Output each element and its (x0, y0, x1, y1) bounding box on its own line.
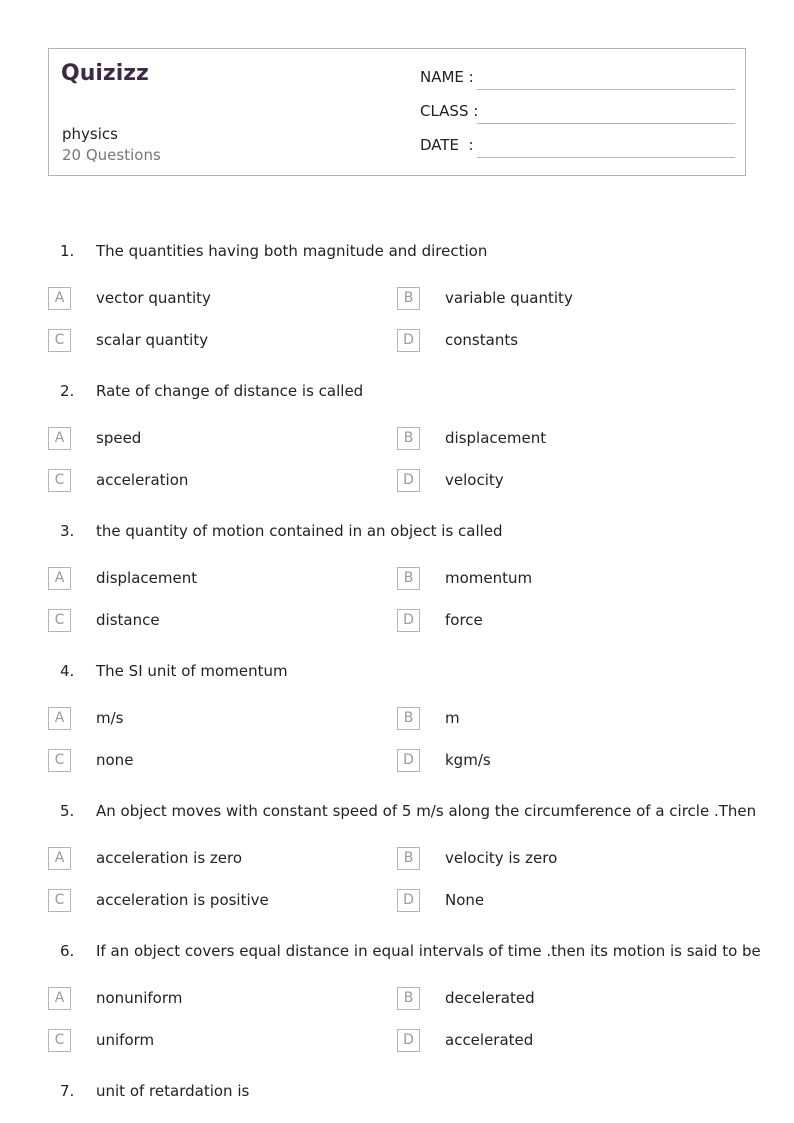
option-letter-box[interactable]: B (397, 707, 420, 730)
option-letter-box[interactable]: D (397, 469, 420, 492)
option-letter-box[interactable]: B (397, 987, 420, 1010)
option-text: displacement (445, 429, 547, 447)
option-letter-box[interactable]: D (397, 609, 420, 632)
date-field[interactable] (420, 136, 735, 158)
option-text: vector quantity (96, 289, 211, 307)
option-text: force (445, 611, 483, 629)
option-letter-box[interactable]: C (48, 1029, 71, 1052)
option-text: none (96, 751, 134, 769)
option-letter-box[interactable]: B (397, 847, 420, 870)
option-letter-box[interactable]: B (397, 427, 420, 450)
svg-text:Quizizz: Quizizz (61, 61, 149, 86)
question-number: 7. (60, 1082, 75, 1100)
class-field[interactable] (420, 102, 735, 124)
option-letter-box[interactable]: D (397, 329, 420, 352)
class-line (477, 123, 735, 124)
question-count: 20 Questions (62, 146, 161, 164)
question-number: 6. (60, 942, 75, 960)
option-letter-box[interactable]: C (48, 609, 71, 632)
option-text: distance (96, 611, 160, 629)
question-number: 2. (60, 382, 75, 400)
option-text: nonuniform (96, 989, 183, 1007)
option-letter-box[interactable]: D (397, 749, 420, 772)
option-text: decelerated (445, 989, 535, 1007)
date-line (477, 157, 735, 158)
option-text: m (445, 709, 460, 727)
option-letter-box[interactable]: C (48, 889, 71, 912)
question-number: 3. (60, 522, 75, 540)
option-text: uniform (96, 1031, 155, 1049)
option-letter-box[interactable]: A (48, 287, 71, 310)
question-number: 1. (60, 242, 75, 260)
question-number: 5. (60, 802, 75, 820)
option-letter-box[interactable]: D (397, 1029, 420, 1052)
question-number: 4. (60, 662, 75, 680)
option-letter-box[interactable]: A (48, 847, 71, 870)
option-text: acceleration (96, 471, 189, 489)
option-text: acceleration is positive (96, 891, 269, 909)
option-text: scalar quantity (96, 331, 209, 349)
question-text: An object moves with constant speed of 5 m/s along the circumference of a circle .Then (96, 802, 757, 820)
option-text: constants (445, 331, 519, 349)
question-text: the quantity of motion contained in an object is called (96, 522, 503, 540)
option-letter-box[interactable]: B (397, 287, 420, 310)
option-letter-box[interactable]: C (48, 469, 71, 492)
option-text: kgm/s (445, 751, 491, 769)
class-label: CLASS : (420, 102, 479, 120)
worksheet-header (48, 48, 746, 176)
question-text: The quantities having both magnitude and direction (96, 242, 488, 260)
option-text: m/s (96, 709, 124, 727)
option-text: displacement (96, 569, 198, 587)
question-text: The SI unit of momentum (96, 662, 288, 680)
option-text: momentum (445, 569, 533, 587)
option-text: variable quantity (445, 289, 573, 307)
question-text: Rate of change of distance is called (96, 382, 364, 400)
question-text: unit of retardation is (96, 1082, 250, 1100)
name-line (477, 89, 735, 90)
option-text: accelerated (445, 1031, 534, 1049)
option-letter-box[interactable]: A (48, 567, 71, 590)
date-label: DATE : (420, 136, 474, 154)
option-text: speed (96, 429, 142, 447)
option-text: acceleration is zero (96, 849, 243, 867)
option-text: velocity is zero (445, 849, 558, 867)
option-letter-box[interactable]: C (48, 329, 71, 352)
question-text: If an object covers equal distance in equal intervals of time .then its motion is said to be (96, 942, 761, 960)
name-field[interactable] (420, 68, 735, 90)
option-letter-box[interactable]: A (48, 427, 71, 450)
option-letter-box[interactable]: A (48, 987, 71, 1010)
option-letter-box[interactable]: C (48, 749, 71, 772)
option-letter-box[interactable]: B (397, 567, 420, 590)
name-label: NAME : (420, 68, 474, 86)
option-letter-box[interactable]: A (48, 707, 71, 730)
worksheet-subject: physics (62, 125, 118, 143)
quizizz-logo (61, 57, 153, 87)
option-text: None (445, 891, 485, 909)
option-text: velocity (445, 471, 504, 489)
option-letter-box[interactable]: D (397, 889, 420, 912)
